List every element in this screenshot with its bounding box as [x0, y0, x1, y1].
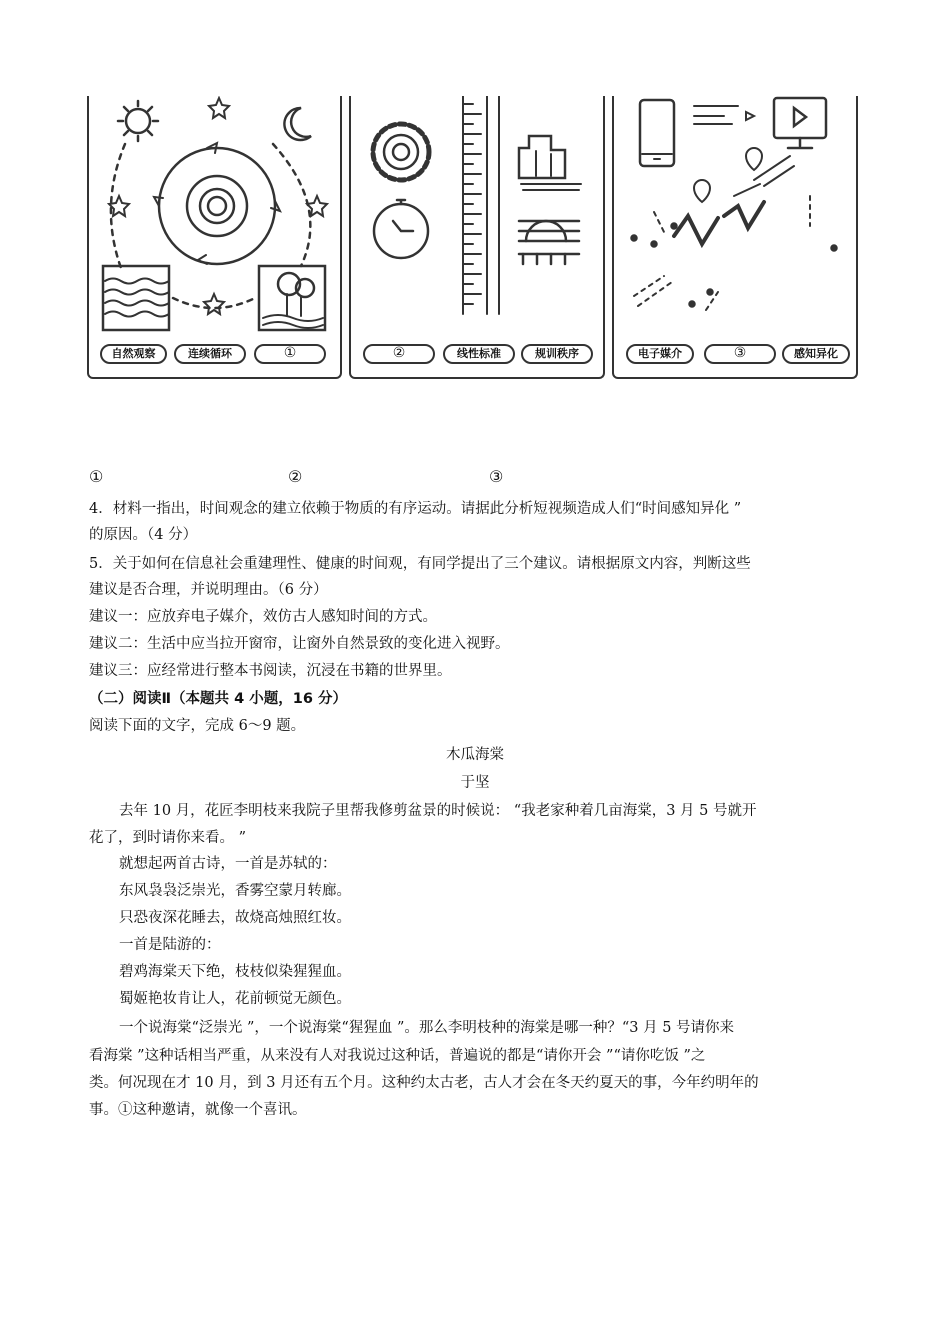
phone-icon: [640, 100, 674, 166]
article-line: 东风袅袅泛崇光，香雾空蒙月转廊。: [119, 883, 351, 899]
star-icon: [209, 98, 229, 118]
location-pin-icon: [746, 148, 762, 170]
question-5-line2: 建议是否合理，并说明理由。（6 分）: [89, 582, 328, 598]
article-line: 碧鸡海棠天下绝，枝枝似染猩猩血。: [119, 964, 351, 980]
article-line: 一个说海棠“泛崇光 ”，一个说海棠“猩猩血 ”。那么李明枝种的海棠是哪一种？“3 月 5 号请你来: [119, 1020, 735, 1036]
article-line: 就想起两首古诗，一首是苏轼的：: [119, 856, 337, 872]
linear-time-illustration: [351, 96, 607, 379]
answer-blank-2[interactable]: ②: [288, 467, 303, 486]
suggestion-3: 建议三：应经常进行整本书阅读，沉浸在书籍的世界里。: [89, 663, 452, 679]
article-line: 只恐夜深花睡去，故烧高烛照红妆。: [119, 910, 351, 926]
cycle-icon: [154, 143, 280, 264]
moon-icon: [284, 108, 311, 140]
factory-icon: [519, 136, 581, 190]
label-nature-observation: 自然观察: [100, 344, 167, 364]
question-4-line1: 4．材料一指出，时间观念的建立依赖于物质的有序运动。请据此分析短视频造成人们“时间感知异化 ”: [89, 501, 742, 517]
article-line: 蜀姬艳妆肯让人，花前顿觉无颜色。: [119, 991, 351, 1007]
label-perception-alienation: 感知异化: [782, 344, 850, 364]
tree-icon: [259, 266, 325, 330]
article-line: 类。何况现在才 10 月，到 3 月还有五个月。这种约太古老，古人才会在冬天约夏天的事，今年约明年的: [89, 1075, 759, 1091]
figure-panel-clock: [349, 96, 605, 379]
nature-cycle-illustration: [89, 96, 344, 379]
gear-icon: [373, 124, 429, 180]
article-author: 于坚: [460, 775, 490, 791]
question-5-line1: 5．关于如何在信息社会重建理性、健康的时间观，有同学提出了三个建议。请根据原文内容，判断这些: [89, 556, 751, 572]
article-line: 一首是陆游的：: [119, 937, 221, 953]
label-blank-1: ①: [254, 344, 326, 364]
section-heading: （二）阅读Ⅱ（本题共 4 小题，16 分）: [89, 691, 347, 707]
railway-icon: [519, 221, 579, 264]
water-icon: [103, 266, 169, 330]
location-pin-icon: [694, 180, 710, 202]
suggestion-1: 建议一：应放弃电子媒介，效仿古人感知时间的方式。: [89, 609, 437, 625]
suggestion-2: 建议二：生活中应当拉开窗帘，让窗外自然景致的变化进入视野。: [89, 636, 510, 652]
media-illustration: [614, 96, 860, 379]
question-4-line2: 的原因。（4 分）: [89, 527, 198, 543]
ruler-icon: [463, 96, 499, 314]
label-blank-2: ②: [363, 344, 435, 364]
article-line: 花了，到时请你来看。 ”: [89, 830, 247, 846]
video-monitor-icon: [774, 98, 826, 148]
label-blank-3: ③: [704, 344, 776, 364]
label-linear-standard: 线性标准: [443, 344, 515, 364]
label-electronic-media: 电子媒介: [626, 344, 694, 364]
article-line: 事。①这种邀请，就像一个喜讯。: [89, 1102, 307, 1118]
figure-panel-nature: [87, 96, 342, 379]
star-icon: [204, 294, 224, 314]
answer-blank-1[interactable]: ①: [89, 467, 104, 486]
article-line: 去年 10 月，花匠李明枝来我院子里帮我修剪盆景的时候说： “我老家种着几亩海棠，3 月 5 号就开: [119, 803, 757, 819]
sun-icon: [118, 101, 158, 141]
stopwatch-icon: [374, 200, 428, 258]
section-instruction: 阅读下面的文字，完成 6～9 题。: [89, 718, 306, 734]
label-continuous-cycle: 连续循环: [174, 344, 246, 364]
label-disciplined-order: 规训秩序: [521, 344, 593, 364]
article-title: 木瓜海棠: [446, 747, 504, 763]
figure-panel-media: [612, 96, 858, 379]
answer-blank-3[interactable]: ③: [489, 467, 504, 486]
article-line: 看海棠 ”这种话相当严重，从来没有人对我说过这种话，普遍说的都是“请你开会 ”“请你吃饭 ”之: [89, 1048, 706, 1064]
